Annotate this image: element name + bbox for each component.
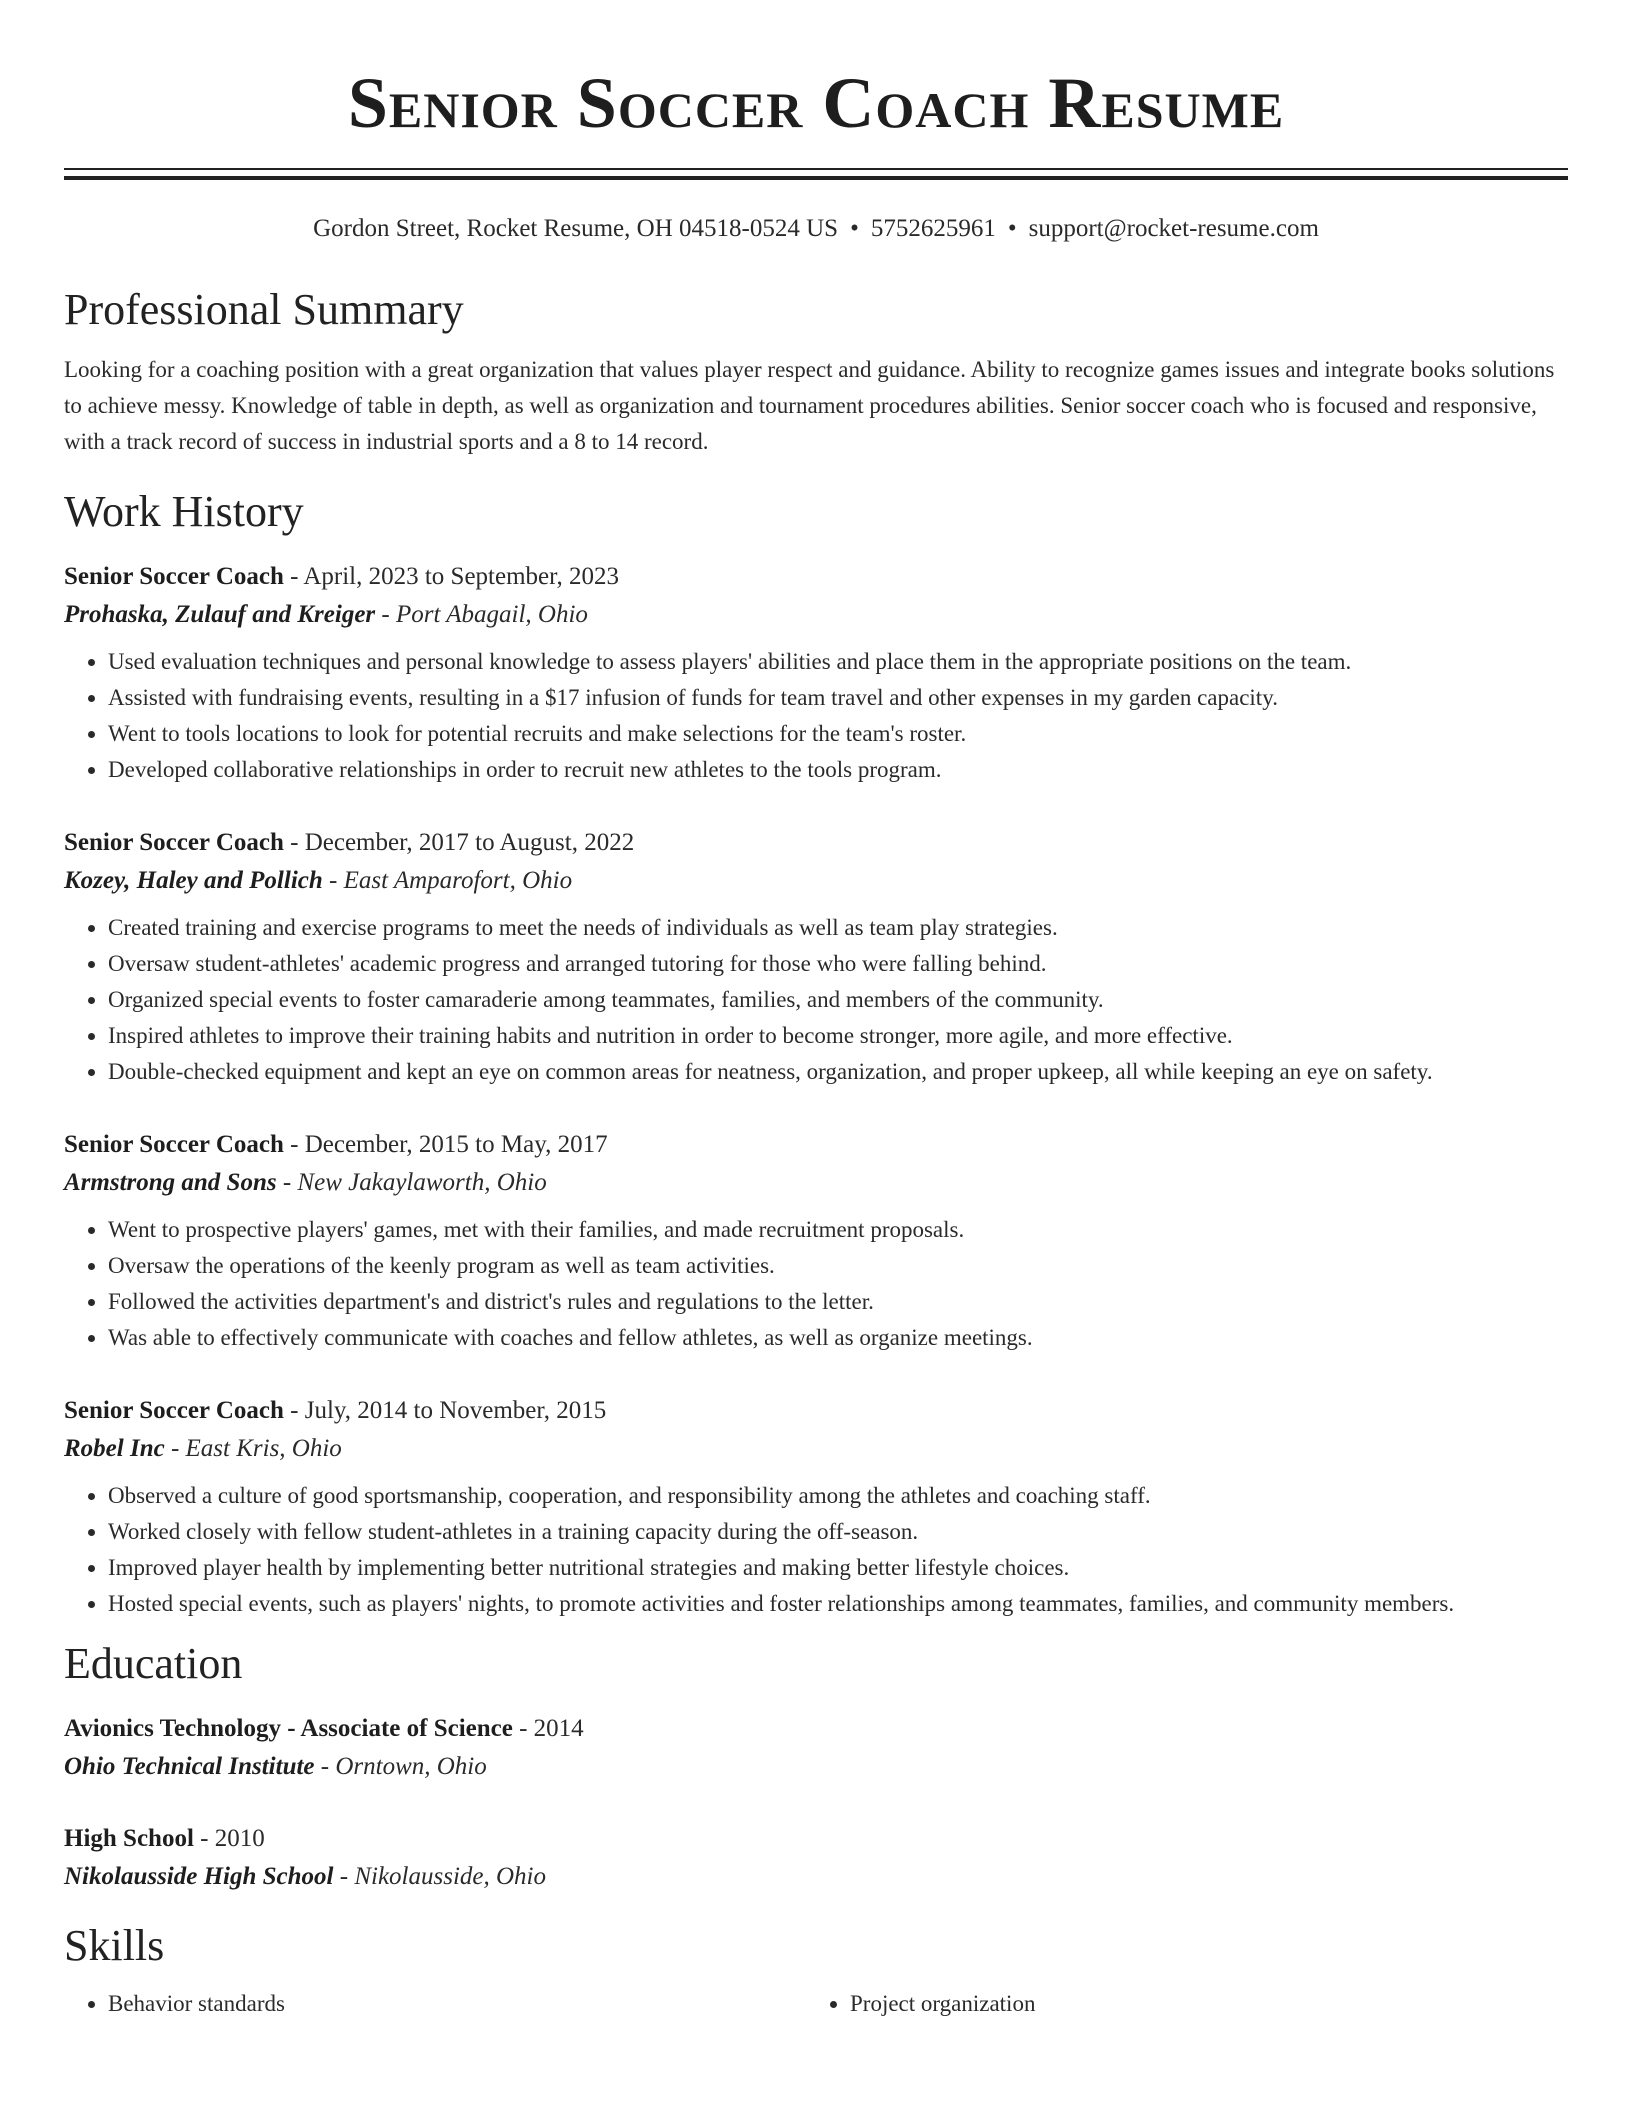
summary-text: Looking for a coaching position with a great organization that values player respect and guidance. Ability to recognize games issues and integrate books solutions to achieve messy. Knowledge of table in depth, as well as organization and tournament procedures abilities. Senior soccer coach who is focused and responsive, with a track record of success in industrial sports and a 8 to 14 record. [64, 357, 1555, 454]
job-bullet: • Assisted with fundraising events, resulting in a $17 infusion of funds for team travel and other expenses in my garden capacity. [108, 680, 1568, 716]
job-entry [64, 558, 1568, 788]
company-location: - New Jakaylaworth, Ohio [276, 1169, 547, 1196]
job-bullets [64, 910, 1568, 1090]
job-bullets [64, 644, 1568, 788]
job-bullet: • Improved player health by implementing better nutritional strategies and making better lifestyle choices. [108, 1550, 1568, 1586]
job-bullet: • Observed a culture of good sportsmanship, cooperation, and responsibility among the athletes and coaching staff. [108, 1478, 1568, 1514]
job-dates: - December, 2017 to August, 2022 [283, 829, 635, 856]
degree-year: - 2014 [512, 1715, 584, 1742]
company-location: - East Kris, Ohio [164, 1435, 342, 1462]
degree-name: Avionics Technology - Associate of Science [64, 1715, 513, 1742]
skills-column-right [806, 1986, 1548, 2022]
contact-email: support@rocket-resume.com [1028, 215, 1319, 242]
skills-column-left [64, 1986, 806, 2022]
job-bullet: • Followed the activities department's and district's rules and regulations to the letter. [108, 1284, 1568, 1320]
school-line [64, 1748, 1568, 1786]
school-line [64, 1858, 1568, 1896]
school-name: Ohio Technical Institute [64, 1753, 315, 1780]
skills-heading: Skills [64, 1921, 165, 1970]
job-dates: - April, 2023 to September, 2023 [283, 563, 619, 590]
job-title: Senior Soccer Coach [64, 1131, 284, 1158]
job-title-line [64, 1126, 1568, 1164]
company-line [64, 862, 1568, 900]
company-name: Armstrong and Sons [64, 1169, 277, 1196]
degree-year: - 2010 [193, 1825, 265, 1852]
contact-separator: • [850, 215, 859, 242]
job-bullet: • Organized special events to foster camaraderie among teammates, families, and members of the community. [108, 982, 1568, 1018]
job-entry [64, 1126, 1568, 1356]
job-entry [64, 824, 1568, 1090]
company-name: Robel Inc [64, 1435, 165, 1462]
job-bullet: • Oversaw student-athletes' academic progress and arranged tutoring for those who were falling behind. [108, 946, 1568, 982]
job-bullet: • Was able to effectively communicate with coaches and fellow athletes, as well as organize meetings. [108, 1320, 1568, 1356]
contact-line [64, 214, 1568, 244]
skill-item: • Project organization [850, 1986, 1548, 2022]
summary-heading: Professional Summary [64, 285, 464, 334]
job-dates: - December, 2015 to May, 2017 [283, 1131, 608, 1158]
company-line [64, 596, 1568, 634]
school-location: - Nikolausside, Ohio [333, 1863, 546, 1890]
job-bullet: • Hosted special events, such as players' nights, to promote activities and foster relationships among teammates, families, and community members. [108, 1586, 1568, 1622]
job-title: Senior Soccer Coach [64, 1397, 284, 1424]
contact-separator: • [1007, 215, 1017, 242]
job-entry [64, 1392, 1568, 1622]
contact-address: Gordon Street, Rocket Resume, OH 04518-0524 US [313, 215, 839, 242]
job-bullet: • Inspired athletes to improve their training habits and nutrition in order to become stronger, more agile, and more effective. [108, 1018, 1568, 1054]
job-bullet: • Developed collaborative relationships in order to recruit new athletes to the tools program. [108, 752, 1568, 788]
job-bullets [64, 1478, 1568, 1622]
job-title: Senior Soccer Coach [64, 829, 284, 856]
job-bullets [64, 1212, 1568, 1356]
education-heading: Education [64, 1639, 243, 1688]
job-bullet: • Used evaluation techniques and personal knowledge to assess players' abilities and place them in the appropriate positions on the team. [108, 644, 1568, 680]
degree-name: High School [64, 1825, 194, 1852]
company-name: Kozey, Haley and Pollich [64, 867, 323, 894]
resume-page [64, 0, 1568, 2022]
resume-title: Senior Soccer Coach Resume [347, 63, 1285, 143]
job-bullet: • Went to prospective players' games, met with their families, and made recruitment proposals. [108, 1212, 1568, 1248]
company-line [64, 1430, 1568, 1468]
degree-line [64, 1710, 1568, 1748]
work-history-heading: Work History [64, 487, 304, 536]
job-bullet: • Went to tools locations to look for potential recruits and make selections for the team's roster. [108, 716, 1568, 752]
job-title-line [64, 824, 1568, 862]
job-bullet: • Created training and exercise programs to meet the needs of individuals as well as team play strategies. [108, 910, 1568, 946]
school-name: Nikolausside High School [64, 1863, 334, 1890]
company-location: - East Amparofort, Ohio [322, 867, 573, 894]
education-entry [64, 1820, 1568, 1896]
title-divider-thin [64, 168, 1568, 170]
job-bullet: • Double-checked equipment and kept an eye on common areas for neatness, organization, and proper upkeep, all while keeping an eye on safety. [108, 1054, 1568, 1090]
contact-phone: 5752625961 [870, 215, 996, 242]
company-location: - Port Abagail, Ohio [375, 601, 588, 628]
job-bullet: • Worked closely with fellow student-athletes in a training capacity during the off-season. [108, 1514, 1568, 1550]
school-location: - Orntown, Ohio [314, 1753, 487, 1780]
education-entry [64, 1710, 1568, 1786]
job-title-line [64, 558, 1568, 596]
company-line [64, 1164, 1568, 1202]
job-bullet: • Oversaw the operations of the keenly program as well as team activities. [108, 1248, 1568, 1284]
skills-list [64, 1986, 1568, 2022]
skill-item: • Behavior standards [108, 1986, 806, 2022]
company-name: Prohaska, Zulauf and Kreiger [64, 601, 376, 628]
title-divider-thick [64, 176, 1568, 180]
job-dates: - July, 2014 to November, 2015 [283, 1397, 607, 1424]
job-title: Senior Soccer Coach [64, 563, 284, 590]
degree-line [64, 1820, 1568, 1858]
job-title-line [64, 1392, 1568, 1430]
